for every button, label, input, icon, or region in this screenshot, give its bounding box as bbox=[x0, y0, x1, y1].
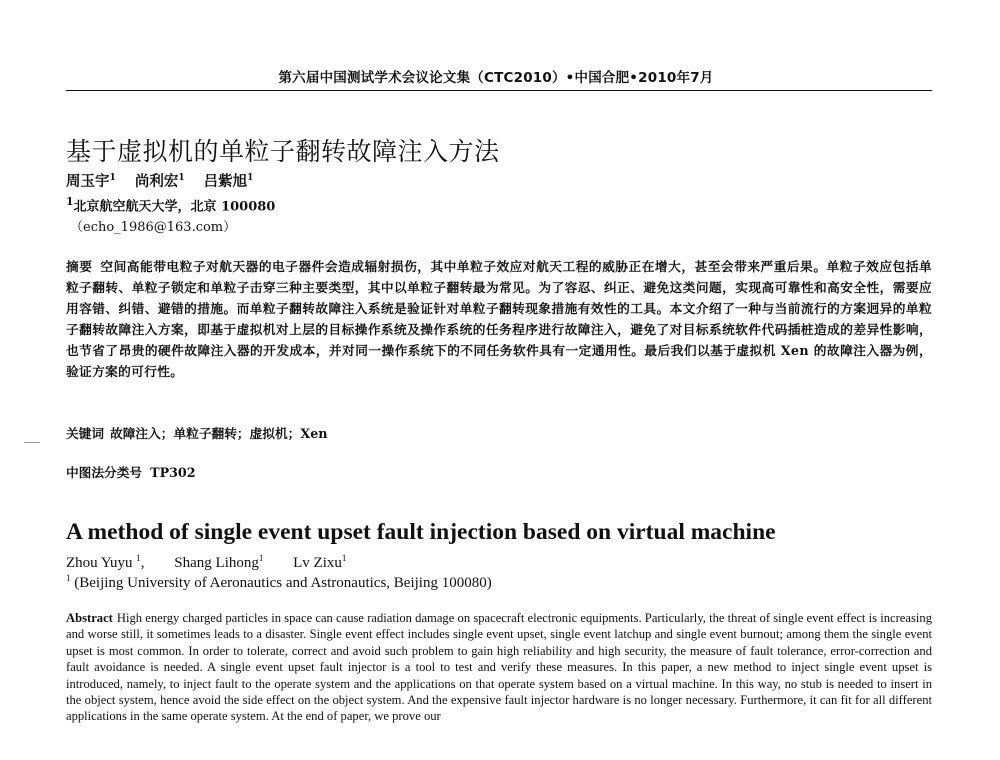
classification-value: TP302 bbox=[150, 465, 196, 480]
running-header: 第六届中国测试学术会议论文集（CTC2010）•中国合肥•2010年7月 bbox=[278, 70, 714, 86]
english-author: Shang Lihong$^1$ bbox=[174, 553, 264, 571]
english-authors bbox=[66, 553, 372, 572]
abstract-text: 空间高能带电粒子对航天器的电子器件会造成辐射损伤，其中单粒子效应对航天工程的威胁正在增大，甚至会带来严重后果。单粒子效应包括单粒子翻转、单粒子锁定和单粒子击穿三种主要类型，其中以单粒子翻转最为常见。为了容忍、纠正、避免这类问题，实现高可靠性和高安全性，需要应用容错、纠错、避错的措施。而单粒子翻转故障注入系统是验证针对单粒子翻转现象措施有效性的工具。本文介绍了一种与当前流行的方案迥异的单粒子翻转故障注入方案，即基于虚拟机对上层的目标操作系统及操作系统的任务程序进行故障注入，避免了对目标系统软件代码插桩造成的差异性影响，也节省了昂贵的硬件故障注入器的开发成本，并对同一操作系统下的不同任务软件具有一定通用性。最后我们以基于虚拟机 Xen 的故障注入器为例，验证方案的可行性。 bbox=[66, 259, 932, 379]
classification-number bbox=[66, 462, 196, 481]
abstract-label-en: Abstract bbox=[66, 611, 113, 625]
chinese-author: 尚利宏$^1$ bbox=[134, 173, 185, 190]
english-author: Zhou Yuyu $^1$, bbox=[66, 553, 145, 571]
chinese-affiliation: $^1$北京航空航天大学，北京 100080 bbox=[66, 195, 276, 215]
english-affiliation: $^1$ (Beijing University of Aeronautics and Astronautics, Beijing 100080) bbox=[66, 573, 492, 591]
english-abstract bbox=[66, 610, 932, 725]
classification-label: 中图法分类号 bbox=[66, 465, 143, 480]
abstract-text-en: High energy charged particles in space can cause radiation damage on spacecraft electronic equipments. Particularly, the threat of single event effect is increasing and worse still, it sometimes leads to a disaster. Single event effect includes single event upset, single event latchup and single event burnout; among them the single event upset is most common. In order to tolerate, correct and avoid such problem to gain high reliability and high security, the measure of fault tolerance, error-correction and fault avoidance is needed. A single event upset fault injector is a tool to test and verify these measures. In this paper, a new method to inject single event upset is introduced, namely, to inject fault to the operate system and the applications on that operate system based on a virtual machine. In this way, no stub is needed to insert in the object system, hence avoid the side effect on the object system. And the expensive fault injector hardware is no longer necessary. Furthermore, it can fit for all different applications in the same operate system. At the end of paper, we prove our bbox=[66, 611, 932, 724]
keywords-text: 故障注入；单粒子翻转；虚拟机；Xen bbox=[110, 426, 328, 441]
chinese-author: 吕紫旭$^1$ bbox=[203, 173, 254, 190]
chinese-title: 基于虚拟机的单粒子翻转故障注入方法 bbox=[66, 137, 500, 166]
abstract-label: 摘要 bbox=[66, 259, 93, 274]
chinese-authors bbox=[66, 170, 267, 191]
english-author: Lv Zixu$^1$ bbox=[293, 553, 347, 571]
chinese-abstract bbox=[66, 256, 932, 382]
chinese-author: 周玉宇$^1$ bbox=[66, 173, 116, 190]
keywords-label: 关键词 bbox=[66, 426, 105, 441]
header-rule bbox=[66, 90, 932, 91]
margin-mark bbox=[24, 442, 40, 443]
author-email: （echo_1986@163.com） bbox=[70, 220, 237, 235]
chinese-keywords bbox=[66, 423, 328, 442]
english-title: A method of single event upset fault injection based on virtual machine bbox=[66, 519, 776, 545]
